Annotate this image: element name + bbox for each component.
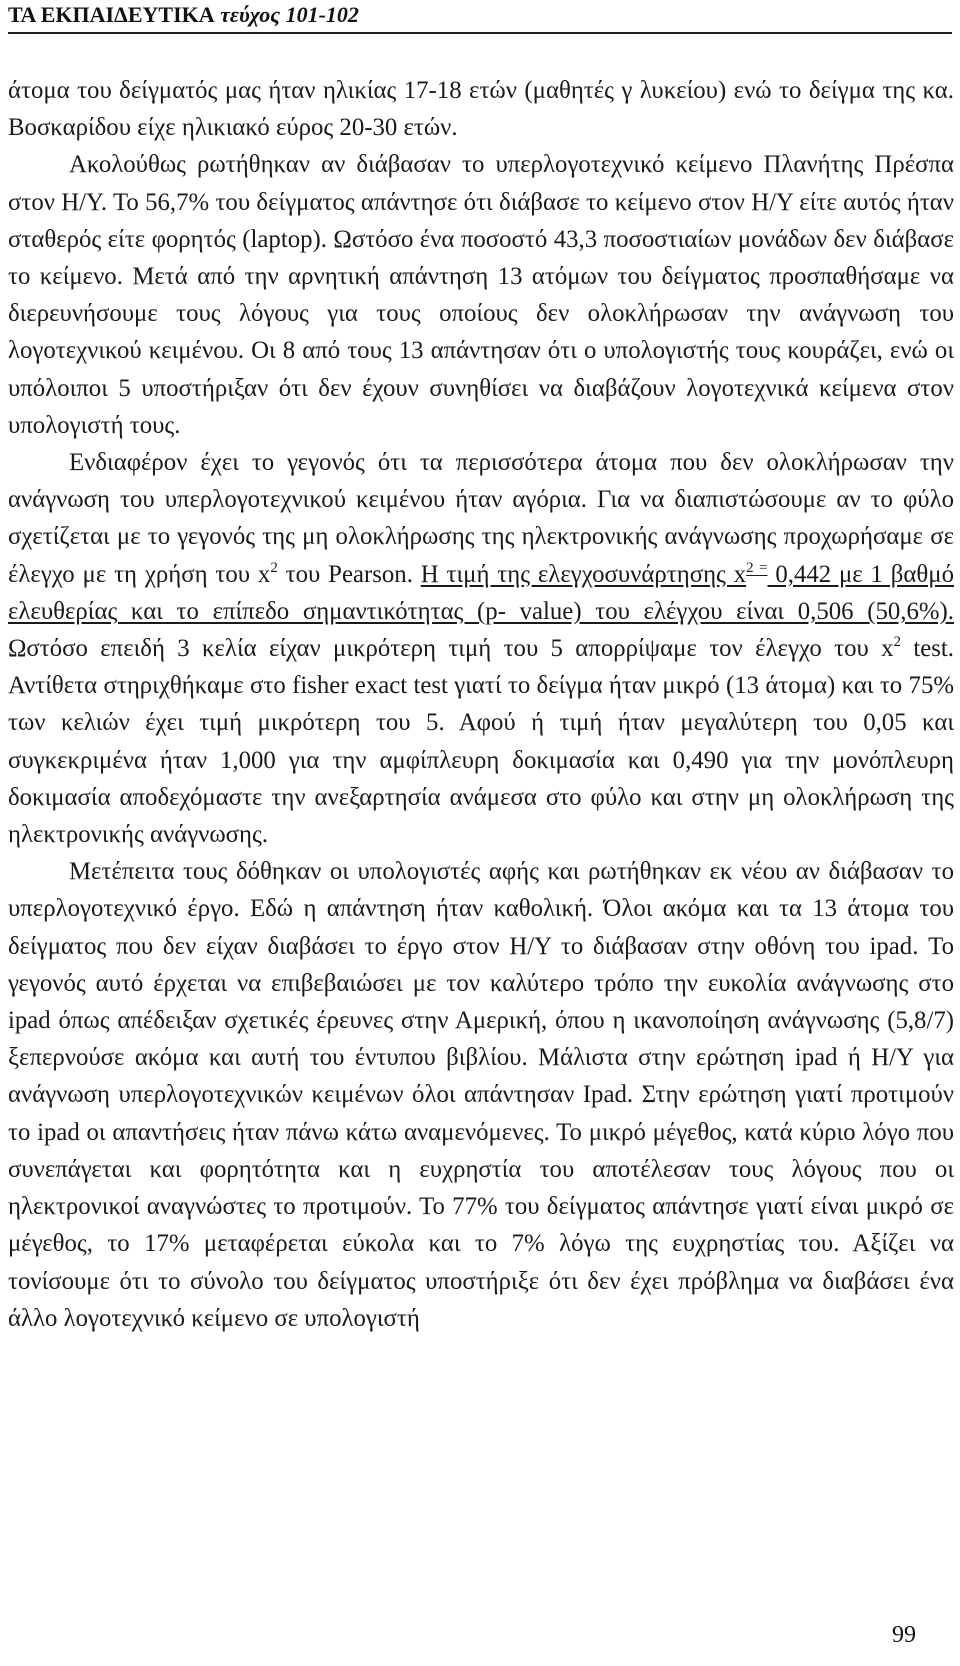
journal-name: ΤΑ ΕΚΠΑΙΔΕΥΤΙΚΑ xyxy=(8,2,215,27)
text-run: Μετέπειτα τους δόθηκαν οι υπολογιστές αφής και ρωτήθηκαν εκ νέου αν διάβασαν το υπερλογοτεχνικό έργο. Εδώ η απάντηση ήταν καθολική. Όλοι ακόμα και τα 13 άτομα του δείγματος που δεν είχαν διαβάσει το έργο στον Η/Υ το διάβασαν στην οθόνη του ipad. Το γεγονός αυτό έρχεται να επιβεβαιώσει με τον καλύτερο τρόπο την ευκολία ανάγνωσης στο ipad όπως απέδειξαν σχετικές έρευνες στην Αμερική, όπου η ικανοποίηση ανάγνωσης (5,8/7) ξεπερνούσε ακόμα και αυτή του έντυπου βιβλίου. Μάλιστα στην ερώτηση ipad ή Η/Υ για ανάγνωση υπερλογοτεχνικών κειμένων όλοι απάντησαν Ipad. Στην ερώτηση γιατί προτιμούν το ipad οι απαντήσεις ήταν πάνω κάτω αναμενόμενες. Το μικρό μέγεθος, κατά κύριο λόγο που συνεπάγεται και φορητότητα και η ευχρηστία του αποτέλεσαν τους λόγους που οι ηλεκτρονικοί αναγνώστες το προτιμούν. Το 77% του δείγματος απάντησε γιατί είναι μικρό σε μέγεθος, το 17% μεταφέρεται εύκολα και το 7% λόγω της ευχρηστίας του. Αξίζει να τονίσουμε ότι το σύνολο του δείγματος υποστήριξε ότι δεν έχει πρόβλημα να διαβάσει ένα άλλο λογοτεχνικό κείμενο σε υπολογιστή xyxy=(8,858,954,1332)
paragraph xyxy=(8,853,954,1337)
paragraph xyxy=(8,444,954,853)
text-run: Η τιμή της ελεγχοσυνάρτησης x xyxy=(420,560,747,588)
issue-number: τεύχος 101-102 xyxy=(220,2,359,27)
superscript: 2 xyxy=(893,634,902,651)
header-title xyxy=(8,4,952,32)
header-divider xyxy=(8,32,952,34)
paragraph xyxy=(8,72,954,146)
text-run: άτομα του δείγματός μας ήταν ηλικίας 17-18 ετών (μαθητές γ λυκείου) ενώ το δείγμα της κα. Βοσκαρίδου είχε ηλικιακό εύρος 20-30 ετών. xyxy=(8,77,954,142)
text-run: 0,442 με 1 βαθμό ελευθερίας και το επίπεδο σημαντικότητας (p- value) του ελέγχου είναι 0,506 (50,6%). xyxy=(8,560,954,625)
text-run: Ακολούθως ρωτήθηκαν αν διάβασαν το υπερλογοτεχνικό κείμενο Πλανήτης Πρέσπα στον Η/Υ. Το 56,7% του δείγματος απάντησε ότι διάβασε το κείμενο στον Η/Υ είτε αυτός ήταν σταθερός είτε φορητός (laptop). Ωστόσο ένα ποσοστό 43,3 ποσοστιαίων μονάδων δεν διάβασε το κείμενο. Μετά από την αρνητική απάντηση 13 ατόμων του δείγματος προσπαθήσαμε να διερευνήσουμε τους λόγους για τους οποίους δεν ολοκλήρωσαν την ανάγνωση του λογοτεχνικού κειμένου. Οι 8 από τους 13 απάντησαν ότι ο υπολογιστής τους κουράζει, ενώ οι υπόλοιποι 5 υποστήριξαν ότι δεν έχουν συνηθίσει να διαβάζουν λογοτεχνικά κείμενα στον υπολογιστή τους. xyxy=(8,151,954,439)
running-header xyxy=(8,4,952,34)
body-text xyxy=(8,72,954,1337)
text-run: test. Αντίθετα στηριχθήκαμε στο fisher exact test γιατί το δείγμα ήταν μικρό (13 άτομα) και το 75% των κελιών έχει τιμή μικρότερη του 5. Αφού ή τιμή ήταν μεγαλύτερη του 0,05 και συγκεκριμένα ήταν 1,000 για την αμφίπλευρη δοκιμασία και 0,490 για την μονόπλευρη δοκιμασία αποδεχόμαστε την ανεξαρτησία ανάμεσα στο φύλο και στην μη ολοκλήρωση της ηλεκτρονικής ανάγνωσης. xyxy=(8,635,954,849)
superscript: 2 = xyxy=(746,559,768,576)
page-number: 99 xyxy=(892,1622,916,1648)
paragraph xyxy=(8,146,954,444)
text-run: Ενδιαφέρον έχει το γεγονός ότι τα περισσότερα άτομα που δεν ολοκλήρωσαν την ανάγνωση του υπερλογοτεχνικού κειμένου ήταν αγόρια. Για να διαπιστώσουμε αν το φύλο σχετίζεται με το γεγονός της μη ολοκλήρωσης της ηλεκτρονικής ανάγνωσης προχωρήσαμε σε έλεγχο με τη χρήση του x xyxy=(8,449,954,588)
text-run: του Pearson. xyxy=(277,560,421,588)
text-run: Ωστόσο επειδή 3 κελία είχαν μικρότερη τιμή του 5 απορρίψαμε τον έλεγχο του x xyxy=(8,635,894,663)
superscript: 2 xyxy=(270,559,278,576)
